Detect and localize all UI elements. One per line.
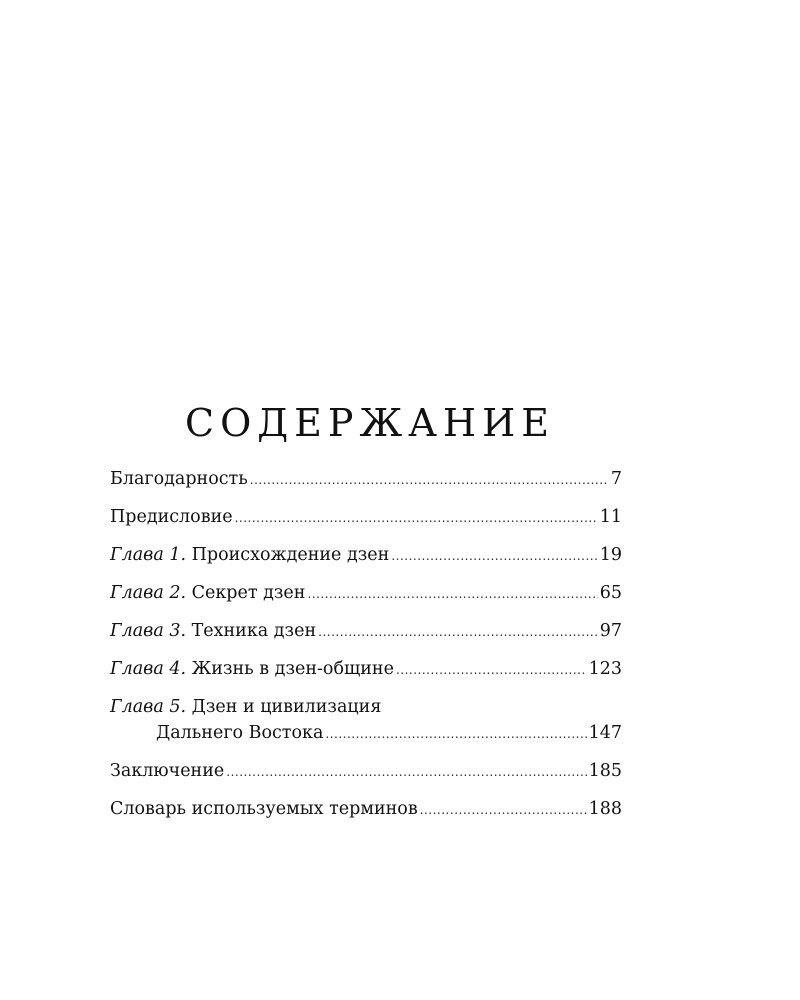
- toc-line: [110, 758, 622, 785]
- toc-title-line-1: Дзен и цивилизация: [191, 697, 382, 717]
- toc-title: Благодарность: [110, 469, 248, 489]
- toc-page-number: 147: [588, 723, 622, 743]
- toc-page-number: 123: [588, 659, 622, 679]
- chapter-number: Глава 3.: [110, 621, 187, 641]
- toc-line: [110, 580, 622, 607]
- toc-line: [110, 466, 622, 493]
- toc-title-line-2: Дальнего Востока: [156, 723, 324, 743]
- chapter-number: Глава 5.: [110, 697, 187, 717]
- toc-label: [110, 656, 394, 682]
- toc-page-number: 11: [599, 507, 622, 527]
- toc-line: [110, 796, 622, 823]
- toc-entry-conclusion[interactable]: [110, 758, 622, 785]
- toc-label: [110, 542, 389, 568]
- toc-entry-chapter-4[interactable]: [110, 656, 622, 683]
- toc-leader: [325, 721, 586, 747]
- toc-page-number: 65: [599, 583, 622, 603]
- chapter-number: Глава 2.: [110, 583, 187, 603]
- toc-line: [110, 720, 622, 747]
- toc-leader: [420, 797, 587, 823]
- toc-title: Техника дзен: [191, 621, 317, 641]
- toc-leader: [391, 543, 597, 569]
- toc-leader: [226, 759, 586, 785]
- table-of-contents: [110, 466, 622, 834]
- toc-page-number: 188: [588, 799, 622, 819]
- toc-page-number: 19: [599, 545, 622, 565]
- toc-leader: [318, 619, 598, 645]
- toc-entry-chapter-5[interactable]: [110, 694, 622, 747]
- chapter-number: Глава 4.: [110, 659, 187, 679]
- toc-title: Жизнь в дзен-общине: [191, 659, 394, 679]
- toc-label: [110, 580, 305, 606]
- toc-line: [110, 542, 622, 569]
- toc-entry-acknowledgements[interactable]: [110, 466, 622, 493]
- toc-leader: [235, 505, 598, 531]
- toc-label: [110, 694, 622, 720]
- toc-leader: [307, 581, 597, 607]
- toc-line: [110, 618, 622, 645]
- toc-entry-glossary[interactable]: [110, 796, 622, 823]
- toc-label: [110, 618, 316, 644]
- toc-title: Заключение: [110, 761, 225, 781]
- toc-page-number: 185: [588, 761, 622, 781]
- toc-line: [110, 656, 622, 683]
- toc-entry-chapter-1[interactable]: [110, 542, 622, 569]
- toc-page-number: 7: [610, 469, 622, 489]
- toc-entry-chapter-2[interactable]: [110, 580, 622, 607]
- chapter-number: Глава 1.: [110, 545, 187, 565]
- toc-entry-chapter-3[interactable]: [110, 618, 622, 645]
- toc-page-number: 97: [599, 621, 622, 641]
- toc-title: Предисловие: [110, 507, 233, 527]
- toc-title: Секрет дзен: [191, 583, 306, 603]
- toc-leader: [396, 657, 587, 683]
- toc-title: Происхождение дзен: [191, 545, 390, 565]
- toc-title: Словарь используемых терминов: [110, 799, 418, 819]
- page-title: СОДЕРЖАНИЕ: [185, 401, 555, 445]
- toc-leader: [250, 467, 609, 493]
- toc-entry-preface[interactable]: [110, 504, 622, 531]
- toc-line: [110, 504, 622, 531]
